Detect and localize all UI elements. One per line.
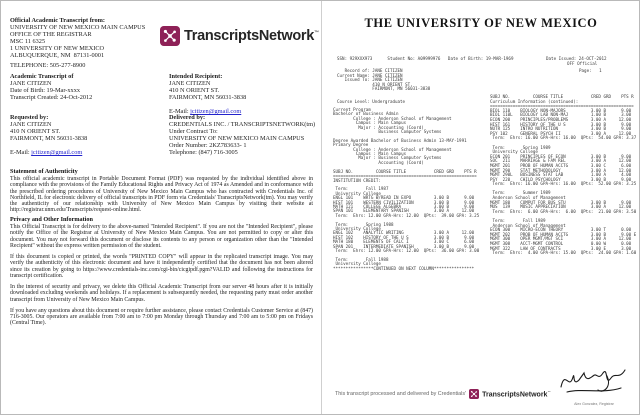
transcript-column-left: Current Program Bachelor of Business Admin College : Anderson School of Management Campus : Main Campus Major : Accounting (Coord) Business Computer Systems Degree Awarded Bachelor of Business Admin 13-MAY-1991 Primary Degree College : Anderson School of Management Campus : Main Campus Major : Business Computer Systems Accounting (Coord) SUBJ NO. COURSE TITLE CRED GRD PTS R ========================================================= INSTITUTION CREDIT: Term: Fall 1987 University College ENGL 101 WRTG W/READ IN EXPO 3.00 B 9.00 HIST 101 WESTERN CIVILIZATION 3.00 B 9.00 MATH 121 COLLEGE ALGEBRA 3.00 B 9.00 SPAN 101 ELEMENTARY SPANISH 3.00 A 12.00 Term: Ehrs: 12.00 GPA-Hrs: 12.00 QPts: 39.00 GPA: 3.25 Term: Spring 1988 University College ENGL 102 ANALYTIC WRITING 3.00 A 12.00 HIST 102 HISTORY OF THE U S 3.00 B 9.00 MATH 180 ELEMENTS OF CALC I 3.00 C 6.00 SPAN 201 INTERMEDIATE SPANISH 3.00 B 9.00 Term: Ehrs: 12.00 GPA-Hrs: 12.00 QPts: 36.00 GPA: 3.00 Term: Fall 1988 University College ****************CONTINUED ON NEXT COLUMN**************** [333,107,480,271]
registrar-signature-caption: Alex Gonzalez, Registrar [574,402,614,406]
privacy-paragraph-2: If this document is copied or printed, the words "PRINTED COPY" will appear in the replicated transcript image. You may verify the authenticity of this electronic document and have it independently certified that the document has not been altered since its creation by going to https://www.credentials-inc.com/cgi-bin/cicgipdf.pgm?VALID and following the instructions for transcript certification. [10,254,313,279]
requested-by-email-label: E-Mail: [10,149,32,156]
footer-network-logo-icon [469,389,479,399]
footer-credit [335,389,550,399]
footer-trademark: ™ [547,389,551,394]
transcripts-network-logo [160,26,319,46]
intended-recipient-email-link[interactable]: jcitizen@gmail.com [190,108,242,115]
intended-recipient-lines: JANE CITIZEN 410 N ORIENT ST. FAIRMONT, MN 56031-3838 [169,80,247,101]
academic-transcript-of-block [10,73,92,101]
sender-title: Official Academic Transcript from: [10,17,105,24]
signature-ink [557,363,631,397]
academic-transcript-of-lines: JANE CITIZEN Date of Birth: 19-Mar-xxxx Transcript Created: 24-Oct-2012 [10,80,93,101]
registrar-signature [557,363,631,406]
delivered-by-block [169,114,315,156]
student-header-line: SSN: 929XXX973 Student No: A09999976 Date of Birth: 19-MAR-1969 [337,56,514,61]
logo-trademark: ™ [313,30,319,37]
university-title: THE UNIVERSITY OF NEW MEXICO [364,16,598,30]
official-flag: OFF Official [567,61,598,66]
authenticity-body: This official academic transcript in Portable Document Format (PDF) was requested by the individual identified above in compliance with the provisions of the Family Educational Rights and Privacy Act of 1974 as Amended and in conformance with the prescribed ordering procedures of University of New Mexico Main Campus who has contracted with Credentials Inc. of Northfield, IL for electronic delivery of official transcripts in PDF form via Credentials' TranscriptsNetwork(tm). You may verify the authenticity of our relationship with University of New Mexico Main Campus by visiting their website at http://registrar.unm.edu/Transcripts/request-online.html. [10,176,313,214]
sender-address-block [10,17,145,59]
intended-recipient-title: Intended Recipient: [169,73,223,80]
authenticity-heading: Statement of Authenticity [10,168,78,175]
requested-by-title: Requested by: [10,114,49,121]
requested-by-email-link[interactable]: jcitizen@gmail.com [31,149,83,156]
delivered-by-title: Delivered by: [169,114,206,121]
privacy-paragraph-4: If you have any questions about this document or require further assistance, please contact Credentials Customer Service at (847) 716-3005. Our operators are available from 7:00 am to 7:00 pm Monday through Thursday and 7:00 am to 5:00 pm on Fridays (Central Time). [10,307,313,327]
privacy-heading: Privacy and Other Information [10,216,93,223]
network-logo-icon [160,26,180,46]
privacy-paragraph-1: This Official Transcript is for delivery to the above-named "Intended Recipient". If you are not the "Intended Recipient", please notify the Office of the Registrar at University of New Mexico Main Campus. You are not permitted to copy or alter this document. You may not forward this document or disclose its contents to any person or organization other than the "Intended Recipient" without the express written permission of the student. [10,224,313,249]
transcript-column-right: SUBJ NO. COURSE TITLE CRED GRD PTS R Curriculum Information (continued): ========================================================= BIOL 110 BIOLOGY NON-MAJORS 3.00 B 9.00 BIOL 110L BIOLOGY LAB NON-MAJ 1.00 B 3.00 ECON 200 PRINCIPLES/PROBLEMS 3.00 A 12.00 HIST 161 HISTORY OF THE U S 3.00 B 9.00 NUTR 125 INTRO NUTRITION 3.00 B 9.00 PSY 102 GENERAL PSYCH II 3.00 A 12.00 Term: Ehrs: 16.00 GPA-Hrs: 16.00 QPts: 54.00 GPA: 3.37 Term: Spring 1989 University College ECON 201 PRINCIPLES OF ECON 3.00 B 9.00 SOC 211 MARRIAGE & FAM REL 3.00 A 12.00 MGMT 201 PROB OF HUMAN ACCTG 3.00 C 6.00 MGMT 290 STAT METHODOLOGY 3.00 A 12.00 MGMT 290L BUSINESS STAT LAB 1.00 A 4.00 PSY 220 CHILD PSYCHOLOGY 3.00 B 9.00 Term: Ehrs: 16.00 GPA-Hrs: 16.00 QPts: 52.00 GPA: 3.25 Term: Summer 1989 Anderson School of Management MGMT 180 COMPUT FOR BUS STU 3.00 B 9.00 MUS 139 MUSIC APPRECIATION 3.00 A 12.00 Term: Ehrs: 6.00 GPA-Hrs: 6.00 QPts: 21.00 GPA: 3.50 Term: Fall 1989 Anderson School of Management ECON 300 MICRO-ECON THEORY 3.00 T 0.00 MGMT 202 PROB OF HUMAN ACCTG 3.00 B 9.00 E MGMT 300 OPER MGMT/MGT SCI 3.00 A 12.00 MGMT 308 ACCT-MGMT CONTROL 0.00 W 0.00 MGMT 322 LAW OF CONTRACTS 3.00 E 3.00 Term: Ehrs: 4.00 GPA-Hrs: 15.00 QPts: 24.00 GPA: 1.60 [490,94,637,256]
record-of-block: Record of: JANE CITIZEN Current Name: JANE CITIZEN Issued To: JANE CITIZEN 410 N ORIENT ST. FAIRMONT, MN 56031-3838 [337,68,431,92]
page-number: Page: 1 [579,68,602,73]
logo-wordmark: TranscriptsNetwork™ [184,28,319,44]
privacy-information [10,216,313,327]
date-issued: Date Issued: 24-OCT-2012 [546,56,607,61]
footer-wordmark: TranscriptsNetwork™ [482,389,551,399]
academic-transcript-of-title: Academic Transcript of [10,73,74,80]
statement-of-authenticity [10,168,313,214]
course-level: Course Level: Undergraduate [337,99,406,104]
sender-address-lines: UNIVERSITY OF NEW MEXICO MAIN CAMPUS OFFICE OF THE REGISTRAR MSC 11 6325 1 UNIVERSITY OF NEW MEXICO ALBUQUERQUE, NM 87131-0001 [10,24,146,59]
page-divider [321,1,322,415]
intended-recipient-email-label: E-Mail: [169,108,191,115]
delivered-by-lines: CREDENTIALS INC. / TRANSCRIPTSNETWORK(tm) Under Contract To: UNIVERSITY OF NEW MEXICO MAIN CAMPUS Order Number: 2KZ783633- 1 Telephone: (847) 716-3005 [169,121,316,156]
privacy-paragraph-3: In the interest of security and privacy, we delete this Official Academic Transcript from our server 48 hours after it is initially downloaded excluding weekends and holidays. If a replacement is subsequently needed, the requesting party must order another transcript from University of New Mexico Main Campus. [10,284,313,303]
intended-recipient-block [169,73,246,115]
footer-credit-text: This transcript processed and delivered by Credentials' [335,391,467,397]
requested-by-block [10,114,87,156]
sender-telephone: TELEPHONE: 505-277-8900 [10,62,86,69]
requested-by-lines: JANE CITIZEN 410 N ORIENT ST. FAIRMONT, MN 56031-3838 [10,121,88,142]
